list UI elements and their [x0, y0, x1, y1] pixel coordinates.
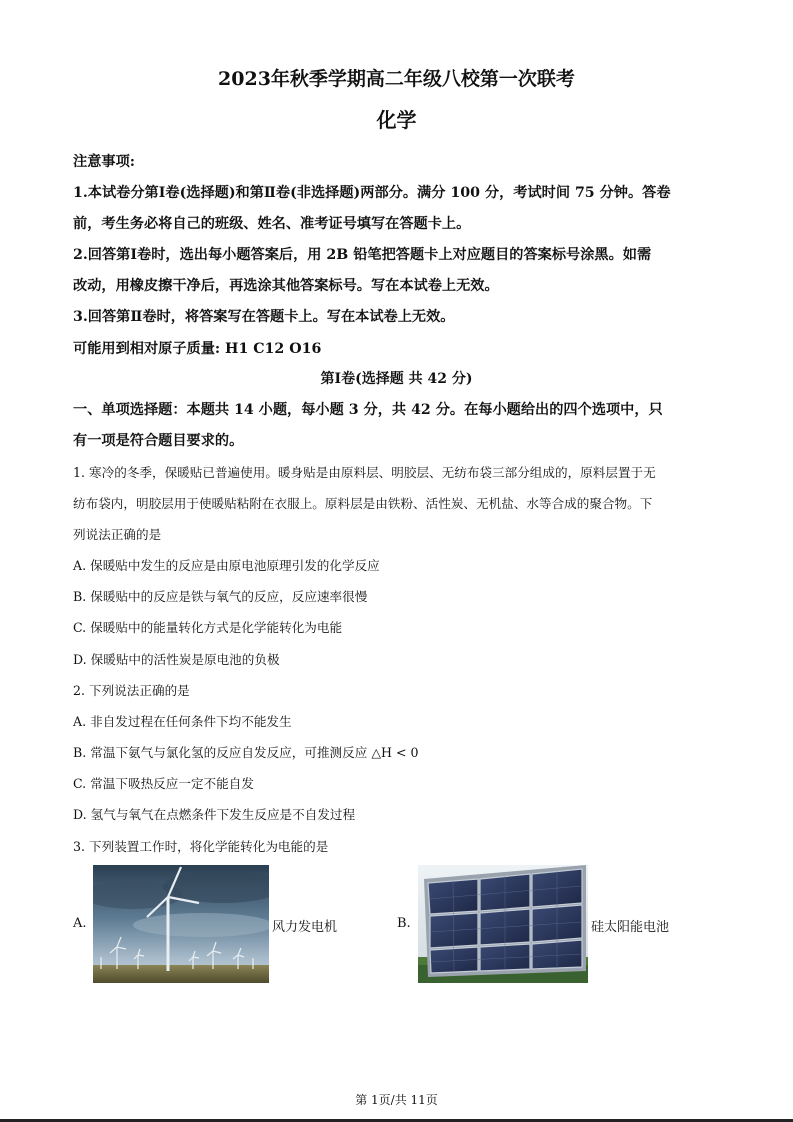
- q1-option-b: B. 保暖贴中的反应是铁与氧气的反应，反应速率很慢: [73, 589, 368, 604]
- q1-stem: 1. 寒冷的冬季，保暖贴已普遍使用。暖身贴是由原料层、明胶层、无纺布袋三部分组成的，原料层置于无: [73, 465, 656, 480]
- atomic-mass-line: 可能用到相对原子质量: H1 C12 O16: [73, 341, 322, 357]
- q1-option-d: D. 保暖贴中的活性炭是原电池的负极: [73, 652, 280, 667]
- page-number: 第 1页/共 11页: [355, 1093, 438, 1107]
- notice-heading: 注意事项:: [73, 154, 135, 170]
- q2-option-c: C. 常温下吸热反应一定不能自发: [73, 776, 254, 791]
- q1-option-a: A. 保暖贴中发生的反应是由原电池原理引发的化学反应: [73, 558, 380, 573]
- notice-line: 前，考生务必将自己的班级、姓名、准考证号填写在答题卡上。: [73, 216, 471, 232]
- subject-title: 化学: [376, 108, 417, 132]
- section-title: 第Ⅰ卷(选择题 共 42 分): [320, 371, 473, 387]
- q2-option-a: A. 非自发过程在任何条件下均不能发生: [73, 714, 292, 729]
- notice-line: 改动，用橡皮擦干净后，再选涂其他答案标号。写在本试卷上无效。: [73, 278, 499, 294]
- notice-line: 2.回答第Ⅰ卷时，选出每小题答案后，用 2B 铅笔把答题卡上对应题目的答案标号涂黑。如需: [73, 247, 652, 263]
- q1-option-c: C. 保暖贴中的能量转化方式是化学能转化为电能: [73, 620, 343, 635]
- q2-option-b: B. 常温下氨气与氯化氢的反应自发反应，可推测反应 △H < 0: [73, 745, 419, 760]
- q3-option-b-letter: B.: [397, 916, 411, 931]
- q1-stem: 列说法正确的是: [73, 527, 162, 542]
- section-instruction: 有一项是符合题目要求的。: [73, 433, 244, 449]
- q2-option-d: D. 氢气与氧气在点燃条件下发生反应是不自发过程: [73, 807, 356, 822]
- section-instruction: 一、单项选择题：本题共 14 小题，每小题 3 分，共 42 分。在每小题给出的四个选项中，只: [73, 402, 663, 418]
- wind-turbine-image: [93, 865, 269, 983]
- q3-option-b-caption: 硅太阳能电池: [591, 920, 670, 935]
- notice-line: 1.本试卷分第Ⅰ卷(选择题)和第Ⅱ卷(非选择题)两部分。满分 100 分，考试时间 75 分钟。答卷: [73, 185, 671, 201]
- q3-stem: 3. 下列装置工作时，将化学能转化为电能的是: [73, 839, 329, 854]
- q2-stem: 2. 下列说法正确的是: [73, 683, 190, 698]
- notice-line: 3.回答第Ⅱ卷时，将答案写在答题卡上。写在本试卷上无效。: [73, 309, 455, 325]
- q3-option-a-letter: A.: [73, 916, 87, 931]
- exam-title: 2023年秋季学期高二年级八校第一次联考: [218, 68, 575, 90]
- q1-stem: 纺布袋内，明胶层用于使暖贴粘附在衣服上。原料层是由铁粉、活性炭、无机盐、水等合成的聚合物。下: [73, 496, 653, 511]
- q3-option-a-caption: 风力发电机: [272, 920, 338, 935]
- solar-panel-image: [418, 865, 588, 983]
